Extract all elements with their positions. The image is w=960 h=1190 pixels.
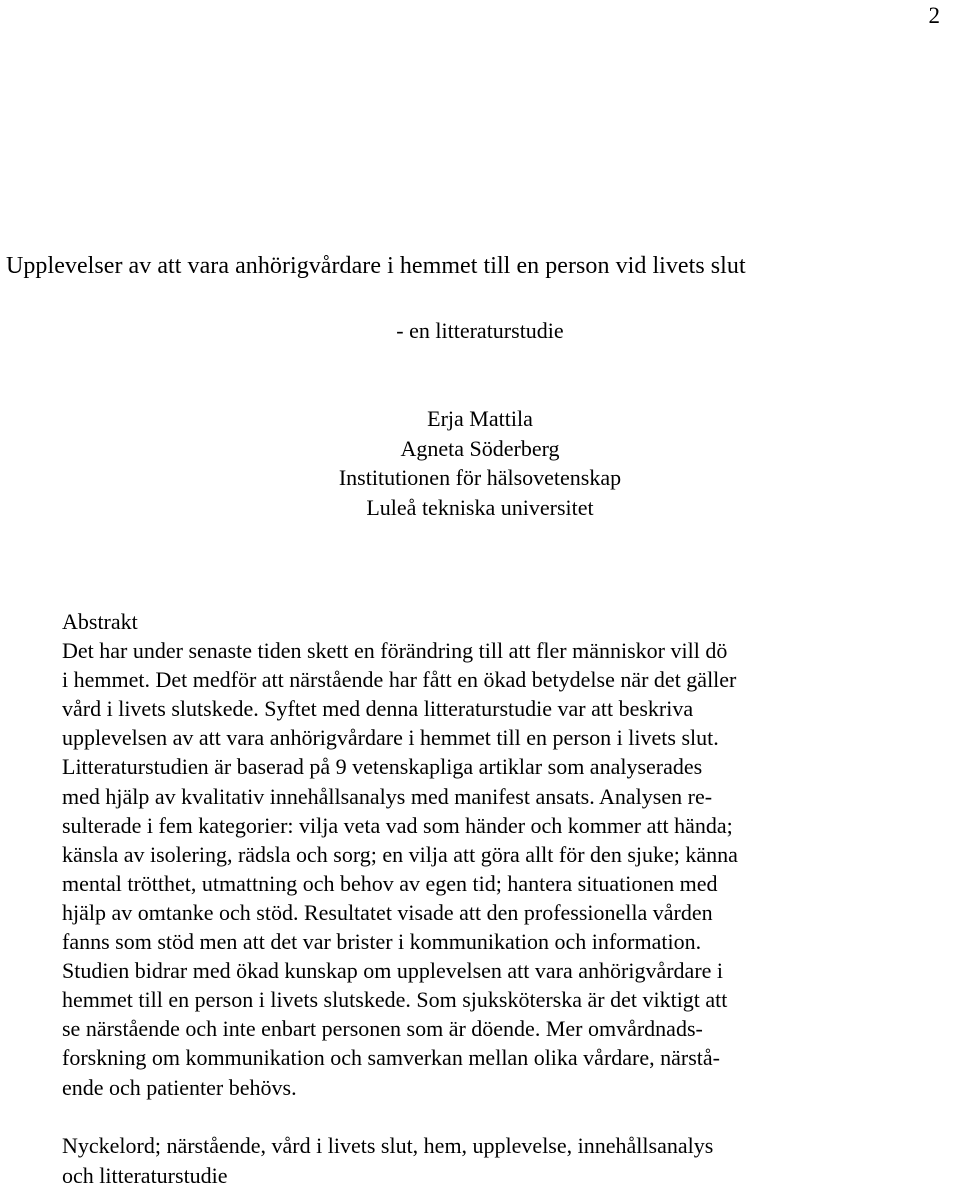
abstract-line: upplevelsen av att vara anhörigvårdare i hemmet till en person i livets slut.: [62, 723, 862, 752]
abstract-line: Litteraturstudien är baserad på 9 vetenskapliga artiklar som analyserades: [62, 752, 862, 781]
abstract-line: hjälp av omtanke och stöd. Resultatet visade att den professionella vården: [62, 898, 862, 927]
abstract-line: Studien bidrar med ökad kunskap om upplevelsen att vara anhörigvårdare i: [62, 956, 862, 985]
abstract-line: känsla av isolering, rädsla och sorg; en vilja att göra allt för den sjuke; känna: [62, 840, 862, 869]
document-title: Upplevelser av att vara anhörigvårdare i hemmet till en person vid livets slut: [6, 250, 746, 282]
abstract-line: forskning om kommunikation och samverkan mellan olika vårdare, närstå-: [62, 1043, 862, 1072]
abstract-line: i hemmet. Det medför att närstående har fått en ökad betydelse när det gäller: [62, 665, 862, 694]
abstract-line: med hjälp av kvalitativ innehållsanalys med manifest ansats. Analysen re-: [62, 782, 862, 811]
author-name: Erja Mattila: [0, 404, 960, 434]
keywords-line: Nyckelord; närstående, vård i livets slut, hem, upplevelse, innehållsanalys: [62, 1131, 862, 1161]
author-block: [0, 404, 960, 522]
abstract-line: Det har under senaste tiden skett en förändring till att fler människor vill dö: [62, 636, 862, 665]
abstract-line: mental trötthet, utmattning och behov av egen tid; hantera situationen med: [62, 869, 862, 898]
author-department: Institutionen för hälsovetenskap: [0, 463, 960, 493]
author-university: Luleå tekniska universitet: [0, 493, 960, 523]
keywords-line: och litteraturstudie: [62, 1161, 862, 1190]
abstract-line: hemmet till en person i livets slutskede. Som sjuksköterska är det viktigt att: [62, 985, 862, 1014]
abstract-line: sulterade i fem kategorier: vilja veta vad som händer och kommer att hända;: [62, 811, 862, 840]
abstract-heading: Abstrakt: [62, 607, 862, 636]
author-name: Agneta Söderberg: [0, 434, 960, 464]
abstract-line: vård i livets slutskede. Syftet med denna litteraturstudie var att beskriva: [62, 694, 862, 723]
abstract-line: ende och patienter behövs.: [62, 1073, 862, 1102]
abstract-section: [62, 607, 862, 1102]
document-subtitle: - en litteraturstudie: [0, 316, 960, 346]
keywords-section: [62, 1131, 862, 1190]
page-number: 2: [929, 2, 941, 30]
abstract-line: se närstående och inte enbart personen som är döende. Mer omvårdnads-: [62, 1014, 862, 1043]
abstract-line: fanns som stöd men att det var brister i kommunikation och information.: [62, 927, 862, 956]
